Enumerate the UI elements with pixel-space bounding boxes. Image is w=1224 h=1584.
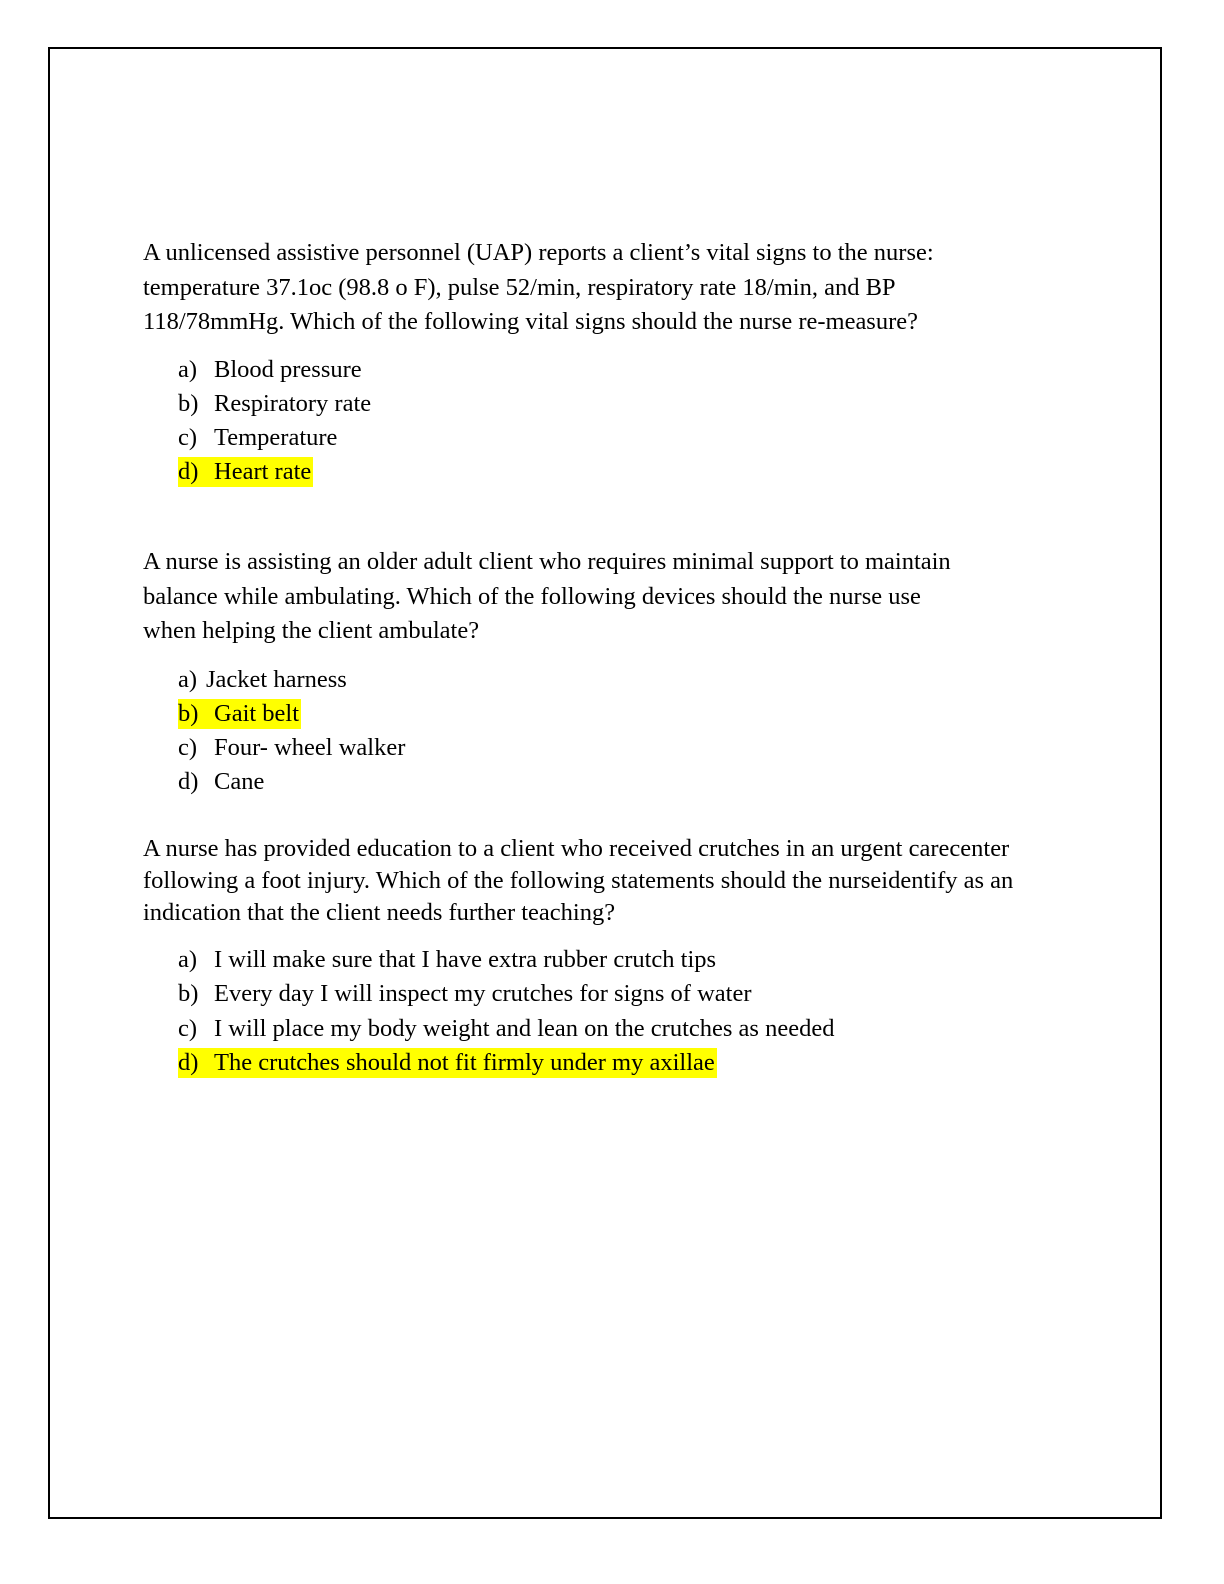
option-b xyxy=(178,977,1178,1011)
option-text: Temperature xyxy=(214,424,338,452)
option-letter: b) xyxy=(178,980,199,1008)
question-text-line: indication that the client needs further teaching? xyxy=(143,899,616,926)
option-content xyxy=(178,389,373,419)
question-2 xyxy=(143,545,1143,800)
option-content xyxy=(178,1014,836,1044)
option-b-answer xyxy=(178,697,1178,731)
option-content xyxy=(178,423,339,453)
option-letter: c) xyxy=(178,734,198,762)
option-letter: a) xyxy=(178,355,198,383)
option-text: The crutches should not fit firmly under my axillae xyxy=(214,1048,715,1076)
option-text: I will place my body weight and lean on the crutches as needed xyxy=(214,1014,835,1042)
question-text-line: balance while ambulating. Which of the following devices should the nurse use xyxy=(143,582,921,610)
option-text: Blood pressure xyxy=(214,355,362,383)
highlighted-answer xyxy=(178,457,313,487)
question-1-text xyxy=(143,236,1143,340)
option-content xyxy=(178,945,718,975)
option-letter: c) xyxy=(178,424,198,452)
question-2-text xyxy=(143,545,1143,649)
option-text: Heart rate xyxy=(214,458,312,486)
question-1-options xyxy=(178,353,1178,490)
option-content xyxy=(178,733,407,763)
option-content xyxy=(178,767,266,797)
option-text: Jacket harness xyxy=(206,665,347,693)
option-letter: b) xyxy=(178,389,199,417)
question-text-line: temperature 37.1oc (98.8 o F), pulse 52/min, respiratory rate 18/min, and BP xyxy=(143,273,896,301)
option-text: Gait belt xyxy=(214,699,300,727)
question-text-line: A nurse is assisting an older adult client who requires minimal support to maintain xyxy=(143,548,951,575)
option-content xyxy=(178,355,364,385)
option-letter: d) xyxy=(178,458,199,486)
option-text: Cane xyxy=(214,768,265,796)
option-text: Four- wheel walker xyxy=(214,734,406,762)
question-2-options xyxy=(178,663,1178,800)
highlighted-answer xyxy=(178,1048,717,1078)
question-text-line: when helping the client ambulate? xyxy=(143,617,480,644)
question-1 xyxy=(143,236,1143,490)
option-letter: a) xyxy=(178,665,198,693)
option-a xyxy=(178,663,1178,697)
option-content xyxy=(178,979,753,1009)
highlighted-answer xyxy=(178,699,301,729)
option-letter: d) xyxy=(178,1048,199,1076)
question-text-line: 118/78mmHg. Which of the following vital signs should the nurse re-measure? xyxy=(143,308,919,335)
question-text-line: A unlicensed assistive personnel (UAP) reports a client’s vital signs to the nurse: xyxy=(143,239,934,266)
option-letter: b) xyxy=(178,699,199,727)
option-text: Respiratory rate xyxy=(214,389,372,417)
question-3-text xyxy=(143,833,1143,929)
option-a xyxy=(178,353,1178,387)
option-d xyxy=(178,765,1178,799)
question-text-line: A nurse has provided education to a client who received crutches in an urgent carecenter xyxy=(143,835,1010,862)
option-c xyxy=(178,1012,1178,1046)
question-3 xyxy=(143,833,1143,1080)
option-d-answer xyxy=(178,455,1178,489)
option-content xyxy=(178,665,349,695)
option-d-answer xyxy=(178,1046,1178,1080)
option-c xyxy=(178,421,1178,455)
option-c xyxy=(178,731,1178,765)
question-3-options xyxy=(178,943,1178,1080)
option-b xyxy=(178,387,1178,421)
option-text: Every day I will inspect my crutches for signs of water xyxy=(214,980,752,1008)
option-text: I will make sure that I have extra rubber crutch tips xyxy=(214,946,717,973)
question-text-line: following a foot injury. Which of the following statements should the nurseidentify as an xyxy=(143,867,1014,894)
option-a xyxy=(178,943,1178,977)
option-letter: d) xyxy=(178,768,199,796)
option-letter: c) xyxy=(178,1014,198,1042)
option-letter: a) xyxy=(178,946,198,973)
